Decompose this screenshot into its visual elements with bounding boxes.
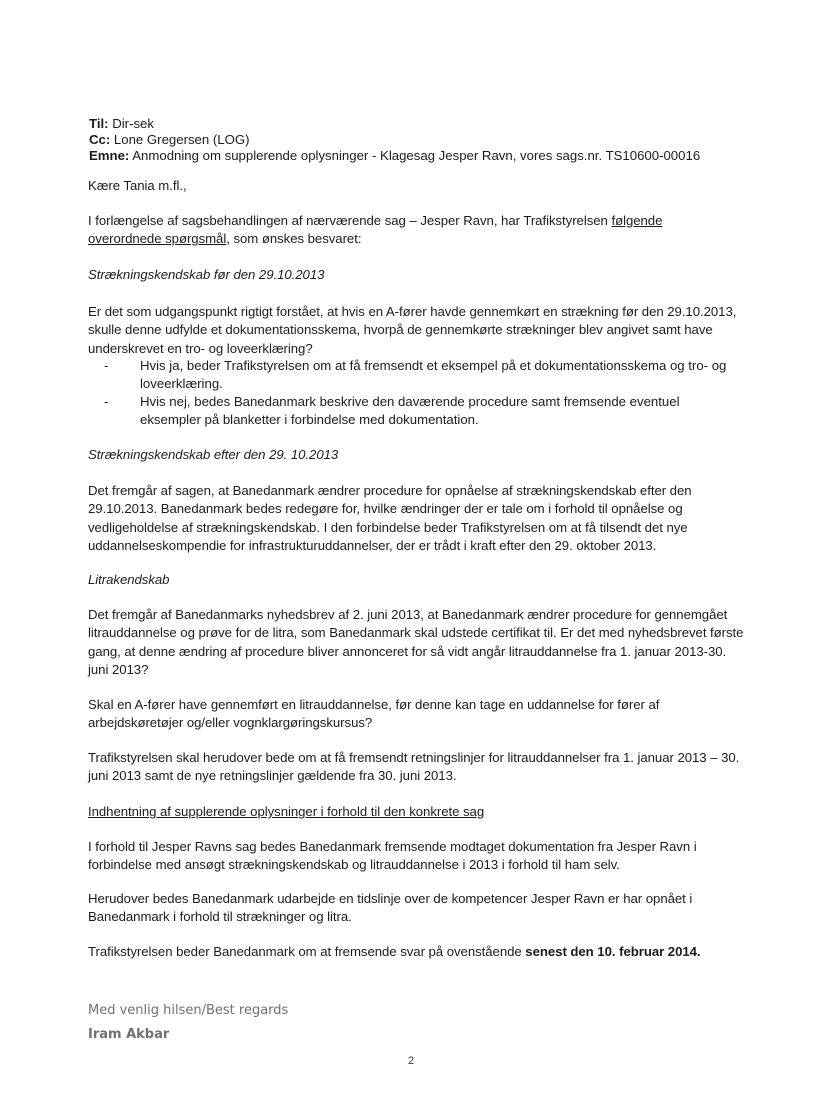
deadline-date: senest den 10. februar 2014. [525,944,701,959]
section3-paragraph: Skal en A-fører have gennemført en litrauddannelse, før denne kan tage en uddannelse for fører af arbejdskøretøjer og/eller vognklargøringskursus? [88,697,660,731]
section1-paragraph: Er det som udgangspunkt rigtigt forstået, at hvis en A-fører havde gennemkørt en strækning før den 29.10.2013, skulle denne udfylde et dokumentationsskema, hvorpå de gennemkørte strækninger blev angivet samt have underskrevet en tro- og loveerklæring? [88,304,737,356]
intro-underlined: følgende overordnede spørgsmål [88,213,663,247]
bullet-dash: - [104,358,109,373]
to-label: Til: [89,116,109,131]
subject-value: Anmodning om supplerende oplysninger - Klagesag Jesper Ravn, vores sags.nr. TS10600-00016 [132,148,701,163]
bullet-dash: - [104,394,109,409]
section3-paragraph: Trafikstyrelsen skal herudover bede om at få fremsendt retningslinjer for litrauddannelser fra 1. januar 2013 – 30. juni 2013 samt de nye retningslinjer gældende fra 30. juni 2013. [88,750,740,784]
section4-heading: Indhentning af supplerende oplysninger i forhold til den konkrete sag [88,804,485,819]
section2-heading: Strækningskendskab efter den 29. 10.2013 [88,447,339,462]
to-line [89,115,154,132]
intro-text: I forlængelse af sagsbehandlingen af nærværende sag – Jesper Ravn, har Trafikstyrelsen [88,213,612,228]
cc-line [89,131,250,148]
intro-paragraph [88,212,728,249]
intro-text-end: , som ønskes besvaret: [226,231,362,247]
to-value: Dir-sek [112,116,154,131]
cc-value: Lone Gregersen (LOG) [113,132,250,147]
subject-line [89,147,700,164]
greeting: Kære Tania m.fl., [88,178,187,193]
page-number: 2 [408,1055,415,1067]
subject-label: Emne: [89,148,130,163]
section3-heading: Litrakendskab [88,572,170,587]
section3-paragraph: Det fremgår af Banedanmarks nyhedsbrev af 2. juni 2013, at Banedanmark ændrer procedure for gennemgået litrauddannelse og prøve for de litra, som Banedanmark skal udstede certifikat til. Er det med nyhedsbrevet første gang, at denne ændring af procedure bliver annonceret for så vidt angår litrauddannelse fra 1. januar 2013-30. juni 2013? [88,607,744,677]
bullet-text: Hvis nej, bedes Banedanmark beskrive den daværende procedure samt fremsende eventuel eksempler på blanketter i forbindelse med dokumentation. [140,394,680,428]
signature-name: Iram Akbar [88,1027,170,1042]
cc-label: Cc: [89,132,111,147]
signature-closing: Med venlig hilsen/Best regards [88,1003,289,1018]
deadline-text: Trafikstyrelsen beder Banedanmark om at fremsende svar på ovenstående [88,944,526,959]
deadline-paragraph [88,943,746,961]
section4-paragraph: Herudover bedes Banedanmark udarbejde en tidslinje over de kompetencer Jesper Ravn er har opnået i Banedanmark i forhold til strækninger og litra. [88,891,693,925]
section1-heading: Strækningskendskab før den 29.10.2013 [88,267,325,282]
section4-paragraph: I forhold til Jesper Ravns sag bedes Banedanmark fremsende modtaget dokumentation fra Jesper Ravn i forbindelse med ansøgt strækningskendskab og litrauddannelse i 2013 i forhold til ham selv. [88,839,697,873]
section2-paragraph: Det fremgår af sagen, at Banedanmark ændrer procedure for opnåelse af strækningskendskab efter den 29.10.2013. Banedanmark bedes redegøre for, hvilke ændringer der er tale om i forhold til opnåelse og vedligeholdelse af strækningskendskab. I den forbindelse beder Trafikstyrelsen om at få tilsendt det nye uddannelseskompendie for infrastrukturuddannelser, der er trådt i kraft efter den 29. oktober 2013. [88,483,692,553]
bullet-text: Hvis ja, beder Trafikstyrelsen om at få fremsendt et eksempel på et dokumentationsskema og tro- og loveerklæring. [140,358,727,392]
